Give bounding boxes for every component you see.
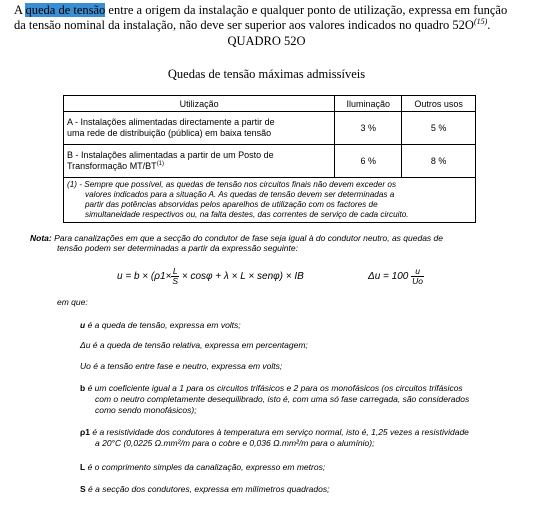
nota-line-1: Nota: Para canalizações em que a secção do condutor de fase seja igual à do condutor neutro, as quedas de bbox=[30, 233, 443, 243]
fraction-l-over-s: $\frac{L}{S}$ bbox=[172, 266, 179, 286]
em-que-label: em que: bbox=[57, 297, 88, 307]
intro-paragraph bbox=[14, 3, 526, 33]
header-outros-usos: Outros usos bbox=[402, 96, 476, 112]
def-b: b é um coeficiente igual a 1 para os circuitos trifásicos e 2 para os monofásicos (os circuitos trifásicos com o neutro completamente desequilibrado, isto é, com uma só fase carregada, são considerados como sendo monofásicos); bbox=[80, 383, 470, 415]
table-note-row bbox=[64, 178, 476, 223]
row-a-outros-usos: 5 % bbox=[402, 112, 476, 145]
highlighted-text[interactable]: queda de tensão bbox=[25, 3, 106, 17]
intro-line-1: A queda de tensão entre a origem da instalação e qualquer ponto de utilização, expressa em função bbox=[14, 3, 508, 17]
intro-line-2: da tensão nominal da instalação, não deve ser superior aos valores indicados no quadro 52O$^{(15)}$. bbox=[14, 16, 491, 32]
def-delta-u: Δu é a queda de tensão relativa, expressa em percentagem; bbox=[80, 340, 308, 350]
def-s: S é a secção dos condutores, expressa em milímetros quadrados; bbox=[80, 484, 330, 494]
def-rho1: ρ1 é a resistividade dos condutores à temperatura em serviço normal, isto é, 1,25 vezes a resistividade a 20°C (0,0225 Ω.mm²/m para o cobre e 0,036 Ω.mm²/m para o alumínio); bbox=[80, 427, 469, 448]
row-a-iluminacao: 3 % bbox=[335, 112, 402, 145]
header-utilizacao: Utilização bbox=[64, 96, 335, 112]
table-header-row bbox=[64, 96, 476, 112]
def-uo: Uo é a tensão entre fase e neutro, expressa em volts; bbox=[80, 361, 283, 371]
relative-drop-formula: Δu = 100 $\frac{u}{Uo}$ bbox=[368, 266, 424, 286]
table-footnote: (1) - Sempre que possível, as quedas de tensão nos circuitos finais não devem exceder os valores indicados para a situação A. As quedas de tensão devem ser determinadas a partir das potências absorvidas pelos aparelhos de utilização com os factores de simultaneidade respectivos ou, na falta destes, das correntes de serviço de cada circuito. bbox=[64, 178, 476, 223]
def-u: u é a queda de tensão, expressa em volts; bbox=[80, 320, 241, 330]
fraction-u-over-uo: $\frac{u}{Uo}$ bbox=[412, 266, 424, 286]
nota-line-2: tensão podem ser determinadas a partir da expressão seguinte: bbox=[57, 243, 298, 253]
row-a-description: A - Instalações alimentadas directamente a partir de uma rede de distribuição (pública) em baixa tensão bbox=[64, 112, 335, 145]
footnote-ref: (15) bbox=[473, 16, 488, 26]
def-l: L é o comprimento simples da canalização, expresso em metros; bbox=[80, 462, 326, 472]
header-iluminacao: Iluminação bbox=[335, 96, 402, 112]
table-row bbox=[64, 145, 476, 178]
table-row bbox=[64, 112, 476, 145]
table-subtitle: Quedas de tensão máximas admissíveis bbox=[167, 67, 366, 81]
row-b-outros-usos: 8 % bbox=[402, 145, 476, 178]
voltage-drop-table bbox=[63, 95, 476, 223]
nota-label: Nota: bbox=[30, 233, 52, 243]
row-b-description: B - Instalações alimentadas a partir de um Posto de Transformação MT/BT$^{(1)}$ bbox=[64, 145, 335, 178]
quadro-title: QUADRO 52O bbox=[227, 34, 306, 48]
row-b-iluminacao: 6 % bbox=[335, 145, 402, 178]
voltage-drop-formula: u = b × (ρ1× $\frac{L}{S}$ × cosφ + λ × L × senφ) × IB bbox=[117, 266, 304, 286]
